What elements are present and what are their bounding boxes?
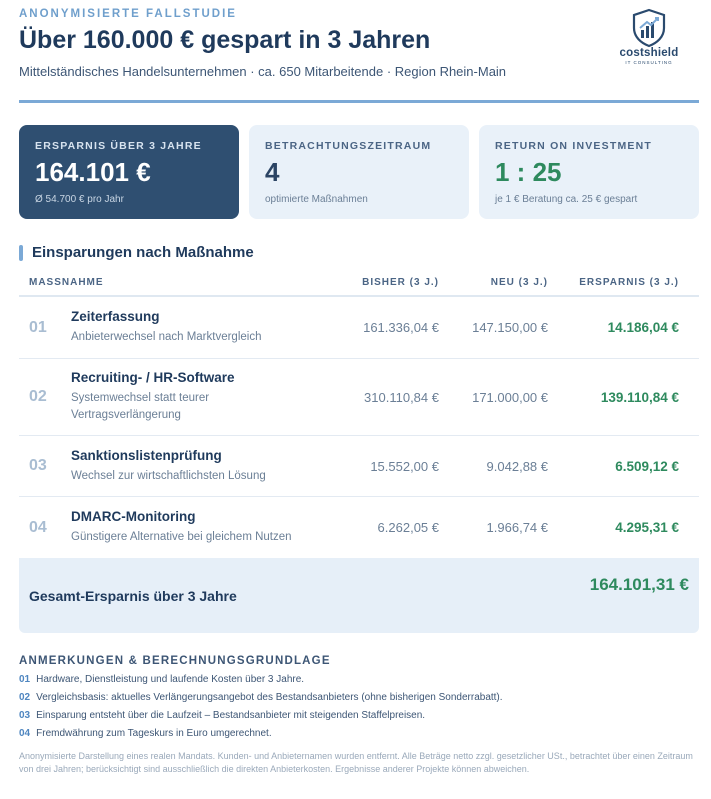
- disclaimer: Anonymisierte Darstellung eines realen Mandats. Kunden- und Anbieternamen wurden entfernt. Alle Beträge netto zzgl. gesetzlicher USt., betrachtet über einen Zeitraum von drei Jahren; berücksichtigt sind ausschließlich die direkten Anbieterkosten. Ergebnisse anderer Projekte können abweichen.: [19, 751, 693, 774]
- note-item: [19, 692, 699, 703]
- note-text: Fremdwährung zum Tageskurs in Euro umgerechnet.: [36, 728, 272, 739]
- header: [19, 8, 699, 103]
- note-number: 01: [19, 674, 31, 685]
- table-header: [19, 270, 699, 297]
- measure-name: Recruiting- / HR-Software: [71, 370, 235, 385]
- savings-table: [19, 270, 699, 558]
- new-cost: 171.000,00 €: [472, 389, 548, 405]
- old-cost: 310.110,84 €: [364, 389, 439, 405]
- note-text: Einsparung entsteht über die Laufzeit – Bestandsanbieter mit steigenden Staffelpreisen.: [36, 710, 426, 721]
- savings-value: 14.186,04 €: [607, 320, 679, 335]
- note-item: [19, 710, 699, 721]
- row-number: 02: [29, 388, 47, 405]
- kicker: ANONYMISIERTE FALLSTUDIE: [19, 8, 237, 20]
- kpi-label: BETRACHTUNGSZEITRAUM: [265, 140, 432, 152]
- table-row: [19, 436, 699, 497]
- savings-value: 6.509,12 €: [615, 458, 679, 474]
- savings-value: 4.295,31 €: [615, 520, 679, 535]
- measure-name: Sanktionslistenprüfung: [71, 447, 222, 463]
- total-value: 164.101,31 €: [589, 575, 689, 594]
- company-logo: [609, 8, 689, 65]
- old-cost: 161.336,04 €: [363, 320, 439, 335]
- row-number: 03: [29, 457, 47, 474]
- page-subtitle: Mittelständisches Handelsunternehmen · ca. 650 Mitarbeitende · Region Rhein-Main: [19, 64, 507, 79]
- kpi-value: 1 : 25: [495, 157, 562, 187]
- measure-description: Wechsel zur wirtschaftlichsten Lösung: [71, 469, 266, 482]
- old-cost: 6.262,05 €: [377, 520, 439, 535]
- row-number: 04: [29, 518, 47, 536]
- kpi-subtext: optimierte Maßnahmen: [265, 194, 368, 205]
- savings-value: 139.110,84 €: [600, 389, 679, 405]
- note-number: 02: [19, 692, 31, 703]
- note-text: Hardware, Dienstleistung und laufende Kosten über 3 Jahre.: [36, 674, 305, 685]
- logo-subtitle: IT CONSULTING: [625, 60, 673, 65]
- new-cost: 147.150,00 €: [472, 320, 548, 335]
- notes-title: ANMERKUNGEN & BERECHNUNGSGRUNDLAGE: [19, 655, 331, 667]
- header-measure: MASSNAHME: [29, 277, 104, 288]
- header-divider: [19, 100, 699, 103]
- total-row: [19, 558, 699, 633]
- kpi-subtext: je 1 € Beratung ca. 25 € gespart: [495, 194, 638, 205]
- new-cost: 9.042,88 €: [486, 458, 548, 474]
- note-item: [19, 728, 699, 739]
- shield-chart-icon: [629, 8, 669, 48]
- measure-description: Anbieterwechsel nach Marktvergleich: [71, 331, 262, 343]
- kpi-value: 4: [265, 157, 280, 187]
- header-new: NEU (3 J.): [490, 277, 548, 288]
- measure-name: Zeiterfassung: [71, 309, 160, 324]
- header-savings: ERSPARNIS (3 J.): [579, 277, 679, 288]
- measure-description: Systemwechsel statt teurer Vertragsverlängerung: [71, 392, 210, 421]
- note-number: 04: [19, 728, 31, 739]
- table-row: [19, 297, 699, 359]
- notes-section: [19, 655, 699, 776]
- header-old: BISHER (3 J.): [362, 277, 439, 288]
- note-number: 03: [19, 710, 31, 721]
- measure-description: Günstigere Alternative bei gleichem Nutzen: [71, 531, 292, 543]
- note-text: Vergleichsbasis: aktuelles Verlängerungsangebot des Bestandsanbieters (ohne bisherigen Sonderrabatt).: [36, 692, 503, 703]
- row-number: 01: [29, 318, 47, 336]
- kpi-cards: [19, 125, 699, 219]
- page-title: Über 160.000 € gespart in 3 Jahren: [19, 26, 431, 54]
- kpi-card-roi: [479, 125, 699, 219]
- old-cost: 15.552,00 €: [370, 458, 439, 474]
- note-item: [19, 674, 699, 685]
- measure-name: DMARC-Monitoring: [71, 509, 196, 524]
- kpi-card-period: [249, 125, 469, 219]
- kpi-value: 164.101 €: [35, 157, 151, 187]
- table-row: [19, 359, 699, 436]
- kpi-card-savings: [19, 125, 239, 219]
- logo-name: costshield: [619, 47, 679, 59]
- total-label: Gesamt-Ersparnis über 3 Jahre: [29, 588, 237, 604]
- kpi-label: RETURN ON INVESTMENT: [495, 140, 653, 152]
- section-title: Einsparungen nach Maßnahme: [19, 244, 254, 262]
- kpi-subtext: Ø 54.700 € pro Jahr: [35, 194, 124, 205]
- table-row: [19, 497, 699, 558]
- kpi-label: ERSPARNIS ÜBER 3 JAHRE: [35, 140, 202, 152]
- new-cost: 1.966,74 €: [486, 520, 548, 535]
